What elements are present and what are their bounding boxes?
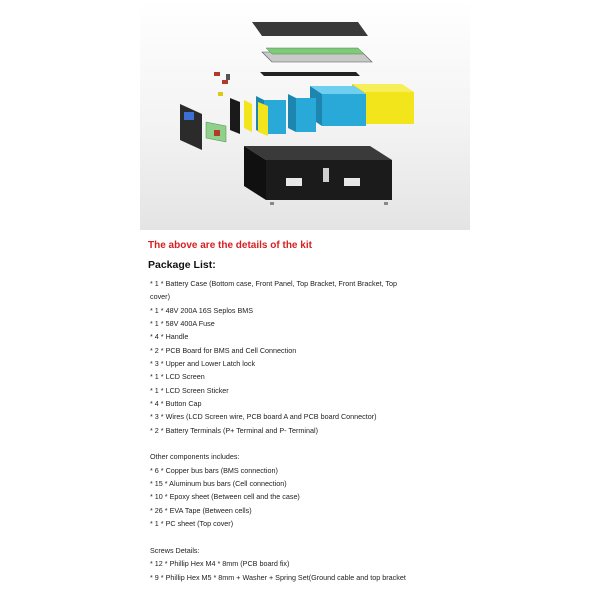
case-label-left: [286, 178, 302, 186]
screws-title: Screws Details:: [150, 546, 200, 555]
package-item: * 1 * 48V 200A 16S Seplos BMS: [150, 306, 254, 315]
other-item: * 1 * PC sheet (Top cover): [150, 519, 234, 528]
latch-lock: [323, 168, 329, 182]
other-item: * 15 * Aluminum bus bars (Cell connection): [150, 479, 287, 488]
epoxy-sheet-2: [244, 100, 252, 132]
package-item: * 3 * Upper and Lower Latch lock: [150, 359, 256, 368]
package-item: * 4 * Handle: [150, 332, 189, 341]
package-item: cover): [150, 292, 170, 301]
package-item: * 2 * PCB Board for BMS and Cell Connection: [150, 346, 297, 355]
screw-item: * 12 * Phillip Hex M4 * 8mm (PCB board fix): [150, 559, 290, 568]
package-item: * 3 * Wires (LCD Screen wire, PCB board A and PCB board Connector): [150, 412, 377, 421]
package-list-title: Package List:: [148, 259, 216, 271]
yellow-cell-block-front: [364, 92, 414, 124]
other-components-title: Other components includes:: [150, 452, 240, 461]
lcd-screen: [184, 112, 194, 120]
package-item: * 1 * LCD Screen Sticker: [150, 386, 229, 395]
pcb-board-strip: [266, 48, 364, 54]
other-item: * 10 * Epoxy sheet (Between cell and the case): [150, 492, 300, 501]
package-item: * 1 * Battery Case (Bottom case, Front Panel, Top Bracket, Front Bracket, Top: [150, 279, 398, 288]
other-item: * 26 * EVA Tape (Between cells): [150, 506, 252, 515]
package-item: * 2 * Battery Terminals (P+ Terminal and P- Terminal): [150, 426, 318, 435]
bus-bar-strip: [260, 72, 360, 76]
kit-details-heading: The above are the details of the kit: [148, 240, 312, 251]
screw-item: * 9 * Phillip Hex M5 * 8mm + Washer + Spring Set(Ground cable and top bracket: [150, 573, 406, 582]
package-item: * 1 * 58V 400A Fuse: [150, 319, 215, 328]
bottom-case-top: [244, 146, 392, 160]
blue-cell-stack-front: [322, 94, 366, 126]
package-item: * 1 * LCD Screen: [150, 372, 205, 381]
blue-cells-middle-front: [296, 98, 316, 132]
package-item: * 4 * Button Cap: [150, 399, 202, 408]
bms-board: [230, 98, 240, 134]
fuse: [214, 130, 220, 136]
pc-sheet-top-cover: [252, 22, 368, 36]
case-label-right: [344, 178, 360, 186]
battery-kit-exploded-view: [140, 0, 470, 230]
blue-cells-middle-side: [288, 94, 296, 132]
other-item: * 6 * Copper bus bars (BMS connection): [150, 466, 278, 475]
epoxy-sheet-1: [258, 102, 268, 136]
